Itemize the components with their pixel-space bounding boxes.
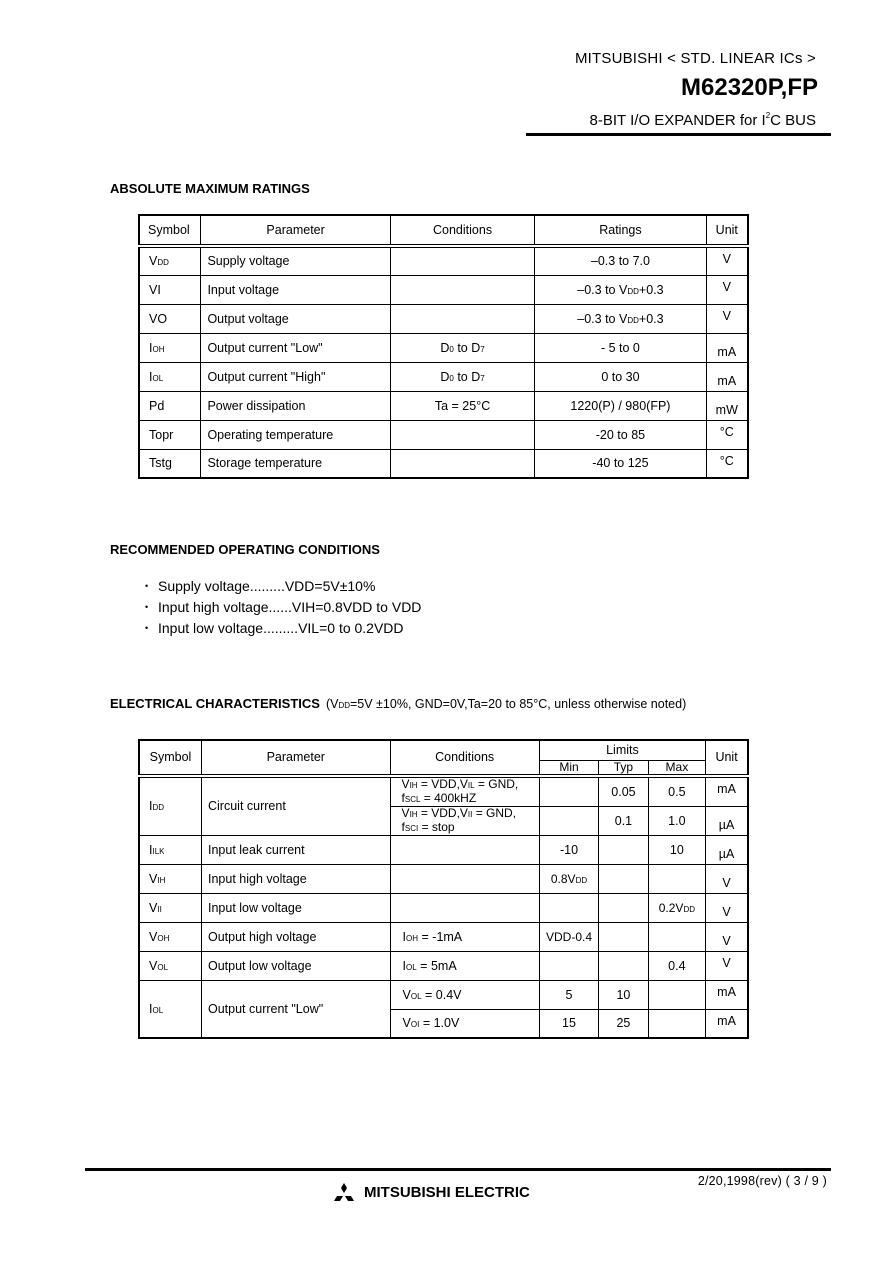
symbol-subscript: DD (152, 803, 165, 812)
unit-cell: mA (706, 776, 748, 807)
table-row (139, 835, 748, 864)
conditions-cell (390, 275, 535, 304)
table-row (139, 420, 748, 449)
symbol-cell (139, 951, 202, 980)
parameter-cell: Circuit current (202, 776, 391, 836)
header-rule (526, 133, 831, 136)
symbol-subscript: OL (157, 962, 169, 972)
symbol: I (149, 799, 153, 813)
cond-text: = 5mA (416, 958, 457, 973)
parameter-cell: Output low voltage (202, 951, 391, 980)
brand-name: MITSUBISHI ELECTRIC (364, 1184, 530, 1201)
ec-title-text: ELECTRICAL CHARACTERISTICS (110, 696, 320, 711)
ec-section-title (110, 696, 686, 711)
cond-subscript: SCL (404, 794, 421, 804)
conditions-cell: Ta = 25°C (390, 391, 535, 420)
unit-cell: V (706, 951, 748, 980)
unit-cell: °C (706, 449, 748, 478)
symbol: I (149, 340, 153, 355)
cond-text: = 400kHZ (420, 790, 477, 805)
min-text: 0.8V (550, 871, 576, 886)
symbol-cell (139, 333, 201, 362)
mitsubishi-three-diamonds-icon (333, 1183, 355, 1202)
roc-list (145, 576, 421, 639)
cond-text: V (401, 776, 410, 791)
symbol-cell (139, 835, 202, 864)
absolute-maximum-ratings-table (138, 214, 749, 479)
max-cell: 0.5 (648, 776, 705, 807)
subtitle-text-end: C BUS (770, 112, 816, 129)
symbol-subscript: OL (152, 1005, 164, 1015)
conditions-cell (390, 951, 539, 980)
min-cell (539, 776, 598, 807)
table-row (139, 304, 748, 333)
cond-subscript: SCI (404, 823, 419, 833)
cond-subscript: OH (406, 933, 419, 943)
cond-subscript: 7 (480, 373, 485, 383)
table-row (139, 246, 748, 275)
typ-cell (599, 951, 648, 980)
column-header: Symbol (139, 215, 201, 246)
symbol-cell (139, 362, 201, 391)
conditions-cell (390, 449, 535, 478)
amr-section-title: ABSOLUTE MAXIMUM RATINGS (110, 181, 310, 196)
unit-cell: V (706, 246, 748, 275)
table-header-row (139, 740, 748, 760)
cond-text: I (402, 958, 407, 973)
cond-subscript: OL (410, 991, 422, 1001)
conditions-cell (390, 835, 539, 864)
symbol-cell: Tstg (139, 449, 201, 478)
cond-text: V (401, 805, 410, 820)
cond-text: f (401, 819, 405, 834)
conditions-cell (390, 420, 535, 449)
table-row (139, 333, 748, 362)
symbol-cell (139, 864, 202, 893)
symbol-subscript: DD (157, 258, 169, 268)
table-header-row (139, 215, 748, 246)
min-cell (539, 806, 598, 835)
list-item: • Input high voltage......VIH=0.8VDD to VDD (145, 597, 421, 618)
cond-text: = GND, (474, 776, 519, 791)
conditions-cell (390, 333, 535, 362)
cond-text: = VDD,V (417, 776, 468, 791)
note-text: (V (325, 697, 339, 711)
column-header: Unit (706, 215, 748, 246)
min-subscript: DD (575, 875, 588, 885)
max-cell: 10 (648, 835, 705, 864)
symbol: V (149, 900, 158, 915)
cond-text: = -1mA (418, 929, 463, 944)
cond-subscript: IH (409, 780, 418, 790)
symbol-subscript: II (157, 904, 162, 914)
table-row (139, 980, 748, 1009)
subtitle-superscript: 2 (765, 111, 771, 120)
max-cell (648, 864, 705, 893)
symbol-subscript: ILK (152, 846, 165, 856)
symbol: I (149, 842, 153, 857)
unit-cell: mA (706, 1009, 748, 1038)
electrical-characteristics-table (138, 739, 749, 1039)
min-cell: 15 (539, 1009, 598, 1038)
conditions-cell (390, 776, 539, 807)
min-cell (539, 893, 598, 922)
parameter-cell: Storage temperature (201, 449, 390, 478)
column-header: Conditions (390, 740, 539, 776)
symbol-cell (139, 980, 202, 1038)
cond-text: V (402, 987, 411, 1002)
unit-cell: V (706, 304, 748, 333)
min-cell (539, 951, 598, 980)
symbol-cell (139, 246, 201, 275)
cond-text: to D (453, 340, 481, 355)
symbol: V (149, 958, 158, 973)
table-row (139, 864, 748, 893)
typ-cell (599, 922, 648, 951)
conditions-cell (390, 864, 539, 893)
cond-text: to D (453, 369, 481, 384)
unit-cell: V (706, 922, 748, 951)
column-header-typ: Typ (599, 760, 648, 776)
cond-subscript: IL (467, 780, 475, 790)
cond-line (402, 778, 539, 792)
cond-text: f (401, 790, 405, 805)
cond-line (402, 792, 539, 806)
parameter-cell: Output high voltage (202, 922, 391, 951)
subtitle-text: 8-BIT I/O EXPANDER for I (589, 112, 766, 129)
parameter-cell: Input high voltage (202, 864, 391, 893)
typ-cell (599, 893, 648, 922)
symbol-cell (139, 922, 202, 951)
symbol-cell: VI (139, 275, 201, 304)
typ-cell (599, 864, 648, 893)
cond-subscript: 7 (480, 344, 485, 354)
typ-cell: 0.1 (599, 806, 648, 835)
ratings-cell: 0 to 30 (535, 362, 706, 391)
typ-cell: 0.05 (599, 776, 648, 807)
cond-subscript: 0 (449, 373, 454, 383)
ratings-cell: -40 to 125 (535, 449, 706, 478)
symbol: V (149, 254, 158, 269)
typ-cell: 25 (599, 1009, 648, 1038)
symbol: I (149, 369, 153, 384)
footer-rule (85, 1168, 831, 1171)
unit-cell: mA (706, 980, 748, 1009)
table-row (139, 893, 748, 922)
ratings-text: –0.3 to V (577, 282, 628, 297)
ratings-cell: 1220(P) / 980(FP) (535, 391, 706, 420)
part-number: M62320P,FP (681, 74, 818, 101)
cond-text: I (402, 929, 407, 944)
column-header-min: Min (539, 760, 598, 776)
table-row (139, 362, 748, 391)
table-row (139, 951, 748, 980)
column-header: Ratings (535, 215, 706, 246)
max-cell: 1.0 (648, 806, 705, 835)
cond-subscript: OL (406, 962, 417, 972)
series-label: MITSUBISHI < STD. LINEAR ICs > (574, 50, 816, 67)
unit-cell: V (706, 275, 748, 304)
column-header: Parameter (202, 740, 391, 776)
symbol-cell: VO (139, 304, 201, 333)
roc-section-title: RECOMMENDED OPERATING CONDITIONS (110, 542, 380, 557)
max-cell (648, 922, 705, 951)
min-cell: -10 (539, 835, 598, 864)
parameter-cell: Output current "Low" (202, 980, 391, 1038)
unit-cell: mA (706, 333, 748, 362)
parameter-cell: Input voltage (201, 275, 390, 304)
symbol-cell (139, 893, 202, 922)
min-cell: VDD-0.4 (539, 922, 598, 951)
cond-text: V (402, 1016, 411, 1031)
column-header-limits: Limits (539, 740, 705, 760)
typ-cell: 10 (599, 980, 648, 1009)
symbol: V (149, 929, 158, 944)
footer-brand (333, 1183, 530, 1202)
unit-cell: µA (706, 806, 748, 835)
ratings-cell (535, 275, 706, 304)
min-cell: 5 (539, 980, 598, 1009)
cond-text: = GND, (472, 805, 517, 820)
unit-cell: V (706, 893, 748, 922)
table-row (139, 922, 748, 951)
cond-line (402, 807, 539, 821)
symbol-subscript: IH (157, 875, 166, 885)
parameter-cell: Output voltage (201, 304, 390, 333)
cond-text: = VDD,V (417, 805, 468, 820)
unit-cell: mW (706, 391, 748, 420)
conditions-cell (390, 246, 535, 275)
date-page-label: 2/20,1998(rev) ( 3 / 9 ) (697, 1174, 827, 1188)
symbol-cell: Pd (139, 391, 201, 420)
ratings-cell: –0.3 to 7.0 (535, 246, 706, 275)
column-header: Parameter (201, 215, 390, 246)
conditions-cell (390, 893, 539, 922)
max-cell: 0.4 (648, 951, 705, 980)
conditions-cell (390, 922, 539, 951)
ratings-cell (535, 304, 706, 333)
cond-subscript: OI (410, 1020, 420, 1030)
symbol-cell (139, 776, 202, 836)
note-subscript: DD (338, 701, 350, 710)
parameter-cell: Supply voltage (201, 246, 390, 275)
list-item: • Input low voltage.........VIL=0 to 0.2VDD (145, 618, 421, 639)
column-header: Conditions (390, 215, 535, 246)
conditions-cell (390, 980, 539, 1009)
unit-cell: V (706, 864, 748, 893)
parameter-cell: Input low voltage (202, 893, 391, 922)
column-header: Unit (706, 740, 748, 776)
max-text: 0.2V (658, 900, 684, 915)
note-text-end: =5V ±10%, GND=0V,Ta=20 to 85°C, unless otherwise noted) (350, 697, 687, 711)
cond-subscript: 0 (449, 344, 454, 354)
ec-note (326, 697, 686, 711)
cond-subscript: IH (409, 809, 418, 819)
conditions-cell (390, 304, 535, 333)
parameter-cell: Output current "High" (201, 362, 390, 391)
conditions-cell (390, 1009, 539, 1038)
column-header: Symbol (139, 740, 202, 776)
ratings-text-end: +0.3 (638, 282, 664, 297)
symbol-subscript: OH (152, 344, 165, 354)
cond-text: D (440, 340, 450, 355)
ratings-text: –0.3 to V (577, 311, 628, 326)
conditions-cell (390, 362, 535, 391)
parameter-cell: Input leak current (202, 835, 391, 864)
cond-text: D (440, 369, 450, 384)
symbol: V (149, 871, 158, 886)
max-cell (648, 1009, 705, 1038)
cond-text: = 1.0V (419, 1016, 460, 1031)
column-header-max: Max (648, 760, 705, 776)
ratings-subscript: DD (627, 315, 639, 325)
parameter-cell: Output current "Low" (201, 333, 390, 362)
symbol-cell: Topr (139, 420, 201, 449)
cond-line (402, 821, 539, 835)
table-row (139, 776, 748, 807)
symbol-subscript: OH (157, 933, 170, 943)
table-row (139, 275, 748, 304)
table-row (139, 391, 748, 420)
ratings-text-end: +0.3 (638, 311, 664, 326)
unit-cell: µA (706, 835, 748, 864)
ratings-cell: -20 to 85 (535, 420, 706, 449)
parameter-cell: Power dissipation (201, 391, 390, 420)
document-subtitle (590, 111, 816, 129)
ratings-subscript: DD (627, 286, 639, 296)
cond-text: = stop (418, 819, 455, 834)
symbol: I (149, 1001, 153, 1016)
max-cell (648, 980, 705, 1009)
max-subscript: DD (683, 904, 695, 914)
max-cell (648, 893, 705, 922)
ratings-cell: - 5 to 0 (535, 333, 706, 362)
min-cell (539, 864, 598, 893)
unit-cell: °C (706, 420, 748, 449)
cond-text: = 0.4V (421, 987, 462, 1002)
parameter-cell: Operating temperature (201, 420, 390, 449)
table-row (139, 449, 748, 478)
symbol-subscript: OL (152, 373, 164, 383)
conditions-cell (390, 806, 539, 835)
unit-cell: mA (706, 362, 748, 391)
list-item: • Supply voltage.........VDD=5V±10% (145, 576, 421, 597)
typ-cell (599, 835, 648, 864)
cond-subscript: II (467, 809, 473, 819)
